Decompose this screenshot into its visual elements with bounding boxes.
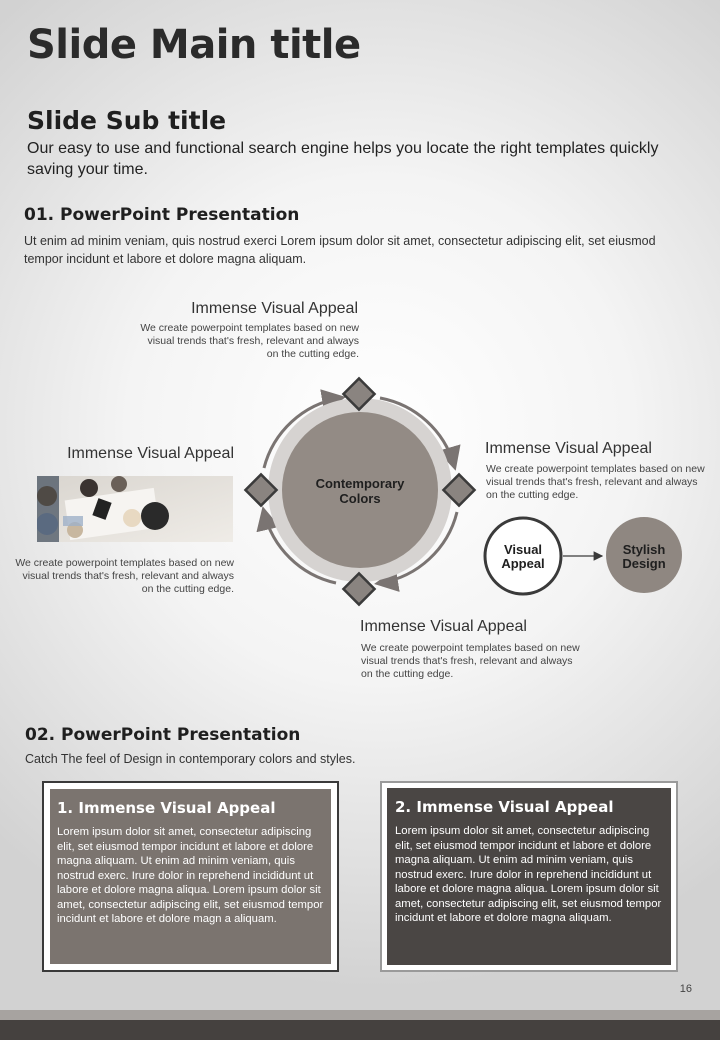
footer-band-light xyxy=(0,1010,720,1020)
feature-box-2 xyxy=(380,781,678,972)
flow-from-label-2: Appeal xyxy=(501,556,545,571)
subtitle-description: Our easy to use and functional search engine helps you locate the right templates quickly saving your time. xyxy=(27,140,659,178)
section1-text: Ut enim ad minim veniam, quis nostrud exerci Lorem ipsum dolor sit amet, consectetur adipiscing elit, set eiusmod tempor incidunt et labore et dolore magna aliquam. xyxy=(24,234,656,266)
cycle-center-label-1: Contemporary xyxy=(315,476,405,491)
flow-diagram xyxy=(480,512,690,602)
footer-band-dark xyxy=(0,1020,720,1040)
cycle-right-title: Immense Visual Appeal xyxy=(485,440,652,457)
feature-box-1-text: Lorem ipsum dolor sit amet, consectetur adipiscing elit, set eiusmod tempor incidunt et labore et dolore magna aliquam. Ut enim ad minim veniam, quis nostrud exerc. Irure dolor in reprehend incididunt ut labore et dolore magna aliqua. Lorem ipsum dolor sit amet, consectetur adipiscing elit, set eiusmod tempor incidunt et labore et dolore magn a aliquam. xyxy=(57,826,324,925)
meeting-photo xyxy=(37,476,233,542)
cycle-diagram xyxy=(240,370,480,610)
feature-box-2-text: Lorem ipsum dolor sit amet, consectetur adipiscing elit, set eiusmod tempor incidunt et labore et dolore magna aliquam. Ut enim ad minim veniam, quis nostrud exerc. Irure dolor in reprehend incididunt ut labore et dolore magna aliqua. Lorem ipsum dolor sit amet, consectetur adipiscing elit, set eiusmod tempor incidunt et labore et dolore magna aliquam. xyxy=(395,825,662,924)
cycle-bottom-text: We create powerpoint templates based on new visual trends that's fresh, relevant and always on the cutting edge. xyxy=(361,642,580,680)
section1-heading: 01. PowerPoint Presentation xyxy=(24,205,300,225)
page-subtitle: Slide Sub title xyxy=(27,106,227,135)
flow-to-label-2: Design xyxy=(622,556,666,571)
section2-heading: 02. PowerPoint Presentation xyxy=(25,725,301,745)
page-title: Slide Main title xyxy=(27,22,361,68)
feature-box-1 xyxy=(42,781,339,972)
feature-box-1-title: 1. Immense Visual Appeal xyxy=(57,799,276,817)
section2-text: Catch The feel of Design in contemporary colors and styles. xyxy=(25,752,356,766)
cycle-right-text: We create powerpoint templates based on new visual trends that's fresh, relevant and always on the cutting edge. xyxy=(486,463,705,501)
page-number: 16 xyxy=(679,983,692,995)
cycle-top-text: We create powerpoint templates based on new visual trends that's fresh, relevant and always on the cutting edge. xyxy=(140,322,359,360)
cycle-left-title: Immense Visual Appeal xyxy=(67,445,234,462)
feature-box-2-title: 2. Immense Visual Appeal xyxy=(395,798,614,816)
cycle-left-text: We create powerpoint templates based on new visual trends that's fresh, relevant and always on the cutting edge. xyxy=(15,557,234,595)
cycle-center-label-2: Colors xyxy=(339,491,381,506)
cycle-top-title: Immense Visual Appeal xyxy=(191,300,358,317)
cycle-bottom-title: Immense Visual Appeal xyxy=(360,618,527,635)
flow-from-label-1: Visual xyxy=(503,542,543,557)
flow-to-label-1: Stylish xyxy=(622,542,666,557)
